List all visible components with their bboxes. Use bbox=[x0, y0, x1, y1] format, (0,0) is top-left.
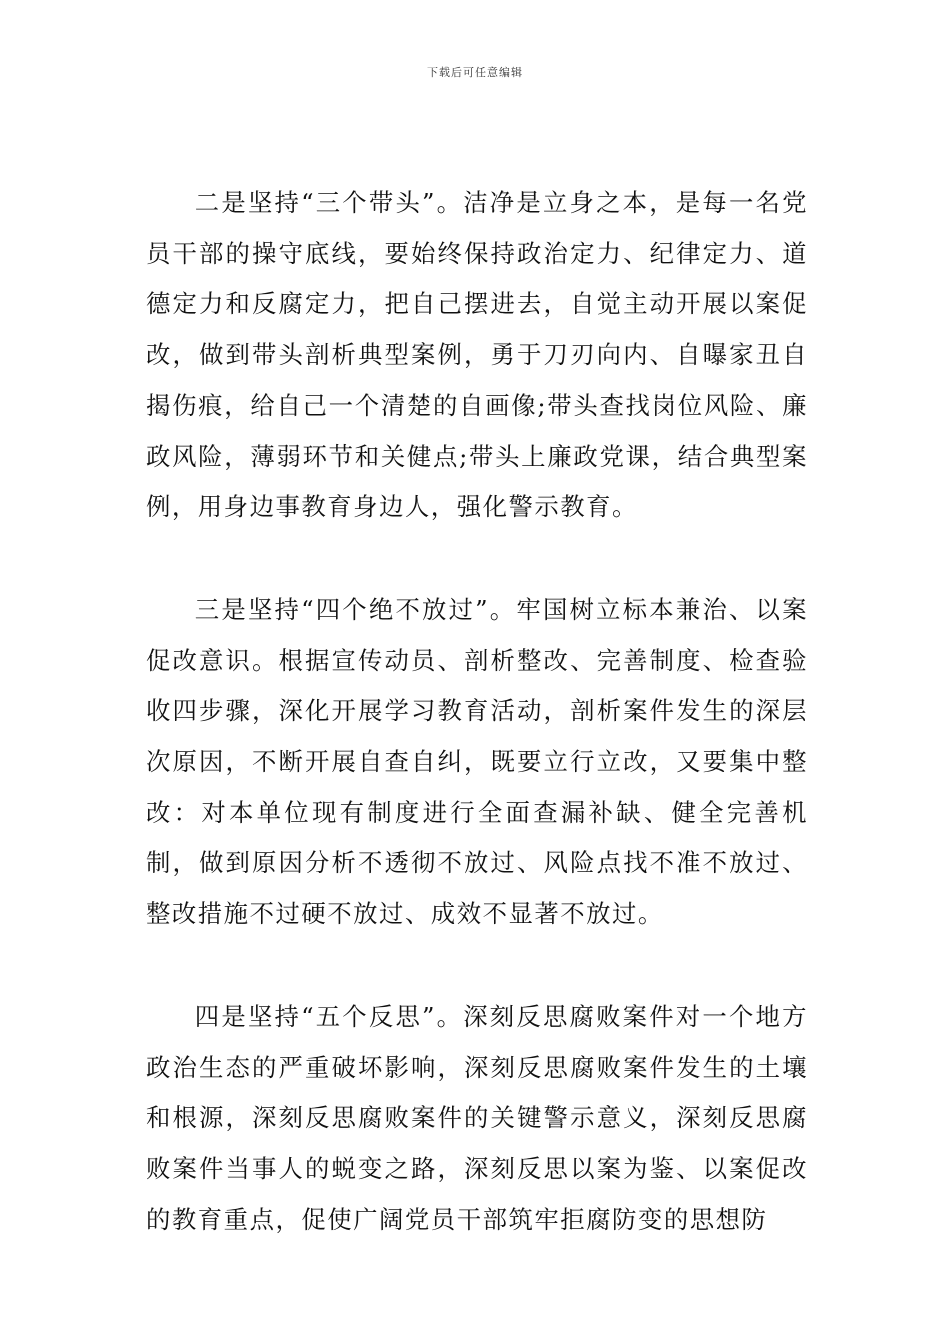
paragraph-four-never-let-go: 三是坚持“四个绝不放过”。牢国树立标本兼治、以案促改意识。根据宣传动员、剖析整改、完善制度、检查验收四步骤，深化开展学习教育活动，剖析案件发生的深层次原因，不断开展自查自纠，既要立行立改，又要集中整改：对本单位现有制度进行全面查漏补缺、健全完善机制，做到原因分析不透彻不放过、风险点找不准不放过、整改措施不过硬不放过、成效不显著不放过。 bbox=[146, 594, 808, 929]
paragraph-five-reflections: 四是坚持“五个反思”。深刻反思腐败案件对一个地方政治生态的严重破坏影响，深刻反思腐败案件发生的土壤和根源，深刻反思腐败案件的关键警示意义，深刻反思腐败案件当事人的蜕变之路，深刻反思以案为鉴、以案促改的教育重点，促使广阔党员干部筑牢拒腐防变的思想防 bbox=[146, 1001, 808, 1234]
document-body bbox=[146, 178, 808, 1245]
paragraph-three-leads: 二是坚持“三个带头”。洁净是立身之本，是每一名党员干部的操守底线，要始终保持政治定力、纪律定力、道德定力和反腐定力，把自己摆进去，自觉主动开展以案促改，做到带头剖析典型案例，勇于刀刃向内、自曝家丑自揭伤痕，给自己一个清楚的自画像;带头查找岗位风险、廉政风险，薄弱环节和关健点;带头上廉政党课，结合典型案例，用身边事教育身边人，强化警示教育。 bbox=[146, 188, 808, 522]
page-header-note: 下载后可任意编辑 bbox=[427, 66, 523, 79]
